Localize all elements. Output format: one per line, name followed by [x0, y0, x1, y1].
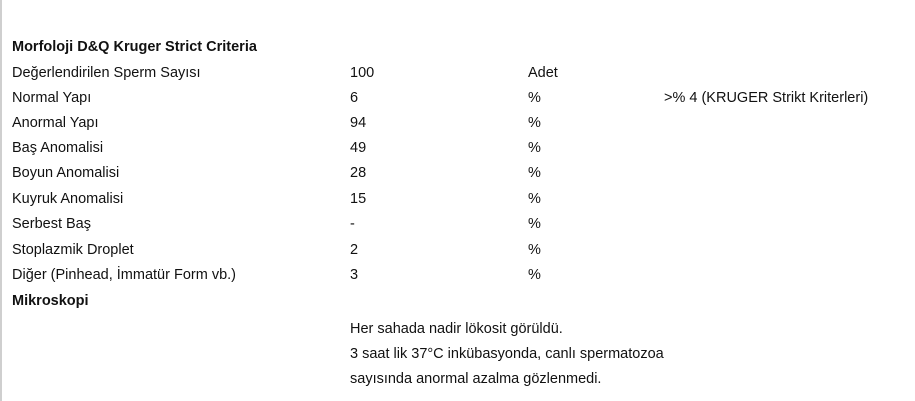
result-row: [2, 215, 915, 240]
test-name: Diğer (Pinhead, İmmatür Form vb.): [12, 267, 237, 283]
test-unit: %: [528, 115, 541, 131]
result-row: [2, 190, 915, 215]
result-row: [2, 114, 915, 139]
test-unit: %: [528, 242, 541, 258]
test-value: -: [350, 216, 355, 232]
test-name: Normal Yapı: [12, 90, 92, 106]
result-row: [2, 266, 915, 291]
test-value: 100: [350, 65, 375, 81]
test-unit: %: [528, 165, 541, 181]
test-value: 28: [350, 165, 367, 181]
result-row: [2, 139, 915, 164]
test-name: Kuyruk Anomalisi: [12, 191, 124, 207]
test-name: Stoplazmik Droplet: [12, 242, 134, 258]
test-unit: %: [528, 267, 541, 283]
test-name: Serbest Baş: [12, 216, 91, 232]
test-value: 6: [350, 90, 359, 106]
result-row: [2, 164, 915, 189]
microscopy-notes: [350, 317, 664, 392]
test-name: Boyun Anomalisi: [12, 165, 120, 181]
test-value: 49: [350, 140, 367, 156]
test-unit: %: [528, 140, 541, 156]
test-value: 2: [350, 242, 359, 258]
test-value: 15: [350, 191, 367, 207]
result-row: [2, 89, 915, 114]
result-row: [2, 241, 915, 266]
test-unit: %: [528, 90, 541, 106]
microscopy-note: 3 saat lik 37°C inkübasyonda, canlı spermatozoa: [350, 346, 664, 362]
microscopy-note: sayısında anormal azalma gözlenmedi.: [350, 371, 602, 387]
result-row: [2, 64, 915, 89]
microscopy-note: Her sahada nadir lökosit görüldü.: [350, 321, 563, 337]
reference-range: >% 4 (KRUGER Strikt Kriterleri): [664, 90, 869, 106]
test-name: Anormal Yapı: [12, 115, 99, 131]
test-value: 94: [350, 115, 367, 131]
test-unit: %: [528, 191, 541, 207]
test-unit: Adet: [528, 65, 558, 81]
test-name: Değerlendirilen Sperm Sayısı: [12, 65, 201, 81]
morphology-section-title: Morfoloji D&Q Kruger Strict Criteria: [12, 39, 257, 55]
test-unit: %: [528, 216, 541, 232]
test-value: 3: [350, 267, 359, 283]
test-name: Baş Anomalisi: [12, 140, 104, 156]
microscopy-section-title: Mikroskopi: [12, 293, 89, 309]
